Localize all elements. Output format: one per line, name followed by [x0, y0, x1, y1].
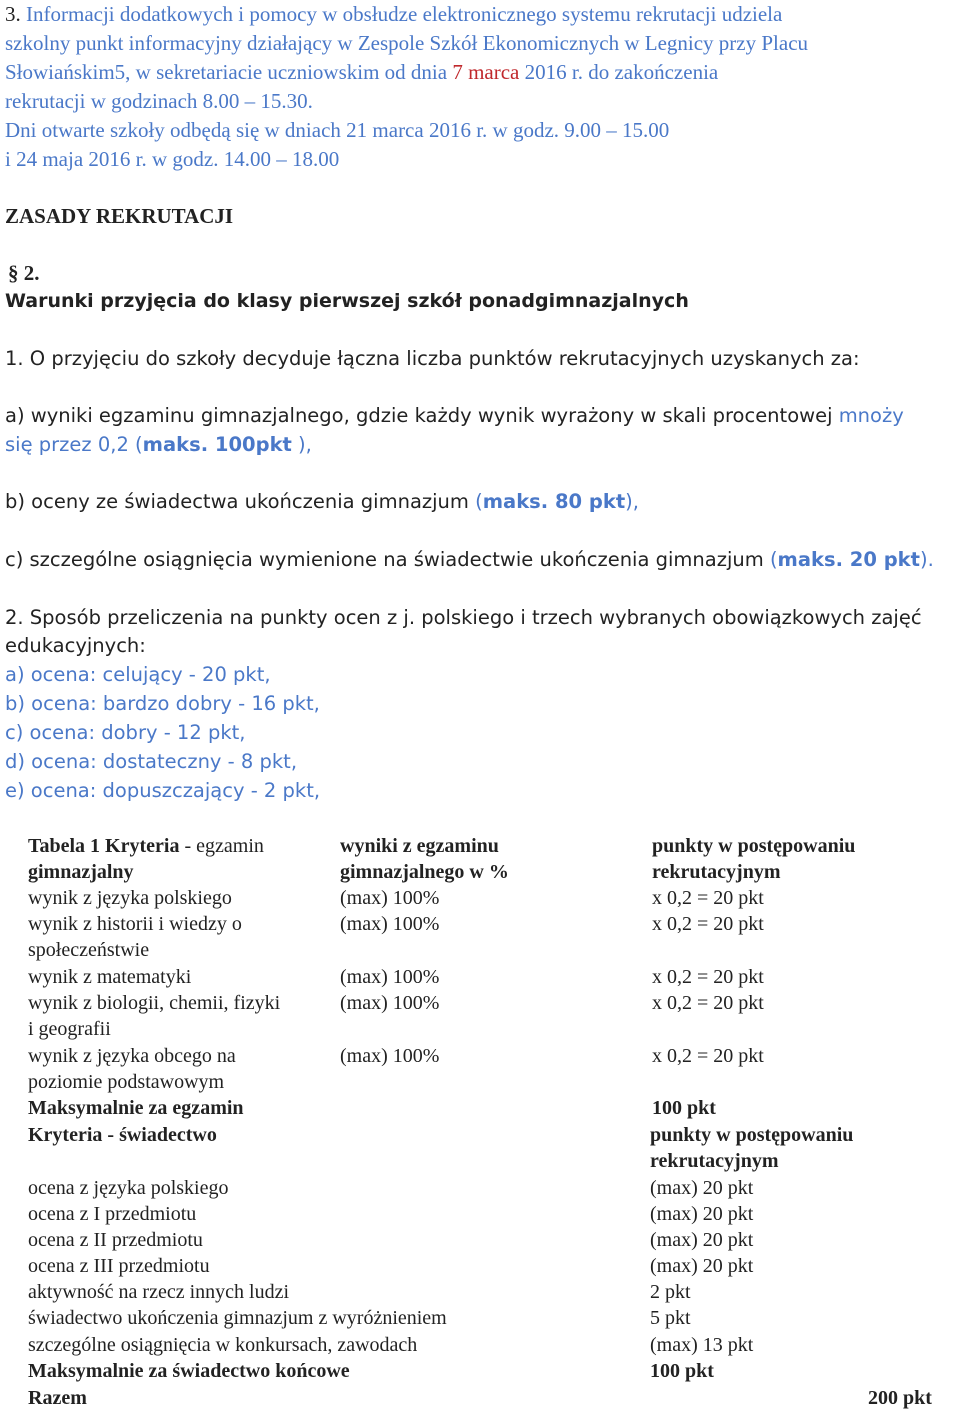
- table-header-col3: punkty w postępowaniu: [652, 835, 856, 857]
- rule-1: 1. O przyjęciu do szkoły decyduje łączna liczba punktów rekrutacyjnych uzyskanych za:: [5, 347, 860, 370]
- max-exam-label: Maksymalnie za egzamin: [28, 1097, 244, 1119]
- rule-c-max: maks. 20 pkt: [777, 548, 920, 571]
- table-cell: x 0,2 = 20 pkt: [652, 992, 764, 1014]
- info-line-1: [5, 2, 782, 27]
- table-cell: wynik z matematyki: [28, 966, 192, 988]
- section-number: 2.: [23, 261, 40, 285]
- table-header-col3-line2: rekrutacyjnym: [652, 861, 781, 883]
- table-cell: wynik z języka obcego na: [28, 1045, 236, 1067]
- table-cell: (max) 100%: [340, 913, 440, 935]
- rule-a-end: ),: [291, 433, 312, 456]
- grade-item: a) ocena: celujący - 20 pkt,: [5, 663, 271, 686]
- cert-header-line2: rekrutacyjnym: [650, 1150, 779, 1172]
- table-cell: (max) 20 pkt: [650, 1203, 754, 1225]
- rule-c-open: (: [769, 548, 778, 571]
- max-cert-value: 100 pkt: [650, 1360, 714, 1382]
- table-header-col2-line2: gimnazjalnego w %: [340, 861, 509, 883]
- section-title: Warunki przyjęcia do klasy pierwszej szkół ponadgimnazjalnych: [5, 290, 689, 312]
- rule-b-text: b) oceny ze świadectwa ukończenia gimnazjum: [5, 490, 469, 513]
- table-cell: ocena z języka polskiego: [28, 1177, 229, 1199]
- rule-c-text: c) szczególne osiągnięcia wymienione na świadectwie ukończenia gimnazjum: [5, 548, 764, 571]
- rule-2-line-1: 2. Sposób przeliczenia na punkty ocen z j. polskiego i trzech wybranych obowiązkowych zajęć: [5, 606, 922, 629]
- table-cell: świadectwo ukończenia gimnazjum z wyróżnieniem: [28, 1307, 447, 1329]
- table-cell: (max) 100%: [340, 966, 440, 988]
- max-exam-value: 100 pkt: [652, 1097, 716, 1119]
- table-cell: x 0,2 = 20 pkt: [652, 913, 764, 935]
- rule-a-blue: mnoży: [838, 404, 904, 427]
- table-cell: i geografii: [28, 1018, 111, 1040]
- info-text-1: Informacji dodatkowych i pomocy w obsłudze elektronicznego systemu rekrutacji udziela: [26, 2, 783, 26]
- table-cell: (max) 20 pkt: [650, 1229, 754, 1251]
- grade-item: d) ocena: dostateczny - 8 pkt,: [5, 750, 298, 773]
- grade-item: c) ocena: dobry - 12 pkt,: [5, 721, 246, 744]
- table-cell: ocena z I przedmiotu: [28, 1203, 197, 1225]
- table-cell: (max) 100%: [340, 992, 440, 1014]
- info-line-3: [5, 60, 718, 85]
- table-cell: szczególne osiągnięcia w konkursach, zawodach: [28, 1334, 418, 1356]
- rule-b-max: maks. 80 pkt: [482, 490, 626, 513]
- table-cell: poziomie podstawowym: [28, 1071, 225, 1093]
- table-cell: wynik z historii i wiedzy o: [28, 913, 242, 935]
- rule-b-end: ),: [625, 490, 639, 513]
- info-number: 3.: [5, 2, 21, 26]
- table-cell: ocena z III przedmiotu: [28, 1255, 210, 1277]
- table-cell: x 0,2 = 20 pkt: [652, 1045, 764, 1067]
- grade-item: b) ocena: bardzo dobry - 16 pkt,: [5, 692, 320, 715]
- info-line-6: i 24 maja 2016 r. w godz. 14.00 – 18.00: [5, 147, 340, 171]
- table-title-suffix: - egzamin: [179, 835, 264, 857]
- paragraph-sign: §: [8, 261, 19, 285]
- rule-b-open: (: [475, 490, 483, 513]
- rule-b: [5, 490, 639, 513]
- table-header-col1: [28, 835, 264, 858]
- rule-a-max: maks. 100pkt: [142, 433, 292, 456]
- rule-c: [5, 548, 934, 571]
- table-cell: (max) 20 pkt: [650, 1177, 754, 1199]
- section-symbol: [8, 261, 40, 286]
- total-label: Razem: [28, 1387, 87, 1409]
- table-cell: społeczeństwie: [28, 939, 150, 961]
- table-header-col1-line2: gimnazjalny: [28, 861, 134, 883]
- table-cell: aktywność na rzecz innych ludzi: [28, 1281, 290, 1303]
- info-text-3a: Słowiańskim5, w sekretariacie uczniowskim od dnia: [5, 60, 448, 84]
- table-cell: (max) 20 pkt: [650, 1255, 754, 1277]
- rule-c-end: ).: [919, 548, 934, 571]
- info-line-4: rekrutacji w godzinach 8.00 – 15.30.: [5, 89, 313, 113]
- max-cert-label: Maksymalnie za świadectwo końcowe: [28, 1360, 350, 1382]
- cert-label: Kryteria - świadectwo: [28, 1124, 217, 1146]
- info-line-5: Dni otwarte szkoły odbędą się w dniach 21 marca 2016 r. w godz. 9.00 – 15.00: [5, 118, 670, 142]
- table-cell: (max) 13 pkt: [650, 1334, 754, 1356]
- rule-a-line-1: [5, 404, 904, 427]
- table-cell: (max) 100%: [340, 1045, 440, 1067]
- rule-a-text: a) wyniki egzaminu gimnazjalnego, gdzie każdy wynik wyrażony w skali procentowej: [5, 404, 833, 427]
- grade-item: e) ocena: dopuszczający - 2 pkt,: [5, 779, 321, 802]
- rule-a-line-2: [5, 433, 312, 456]
- table-header-col2: wyniki z egzaminu: [340, 835, 499, 857]
- table-cell: (max) 100%: [340, 887, 440, 909]
- rule-2-line-2: edukacyjnych:: [5, 634, 146, 657]
- info-text-3c: 2016 r. do zakończenia: [524, 60, 719, 84]
- cert-header: punkty w postępowaniu: [650, 1124, 854, 1146]
- info-line-2: szkolny punkt informacyjny działający w Zespole Szkół Ekonomicznych w Legnicy przy Placu: [5, 31, 809, 55]
- table-cell: wynik z języka polskiego: [28, 887, 232, 909]
- rule-a2-blue: się przez 0,2 (: [5, 433, 143, 456]
- table-cell: 5 pkt: [650, 1307, 691, 1329]
- table-title: Tabela 1 Kryteria: [28, 835, 180, 857]
- table-cell: wynik z biologii, chemii, fizyki: [28, 992, 281, 1014]
- page-heading: ZASADY REKRUTACJI: [5, 204, 234, 228]
- total-value: 200 pkt: [868, 1387, 932, 1409]
- table-cell: x 0,2 = 20 pkt: [652, 966, 764, 988]
- table-cell: x 0,2 = 20 pkt: [652, 887, 764, 909]
- info-date-red: 7 marca: [452, 60, 520, 84]
- table-cell: 2 pkt: [650, 1281, 691, 1303]
- table-cell: ocena z II przedmiotu: [28, 1229, 203, 1251]
